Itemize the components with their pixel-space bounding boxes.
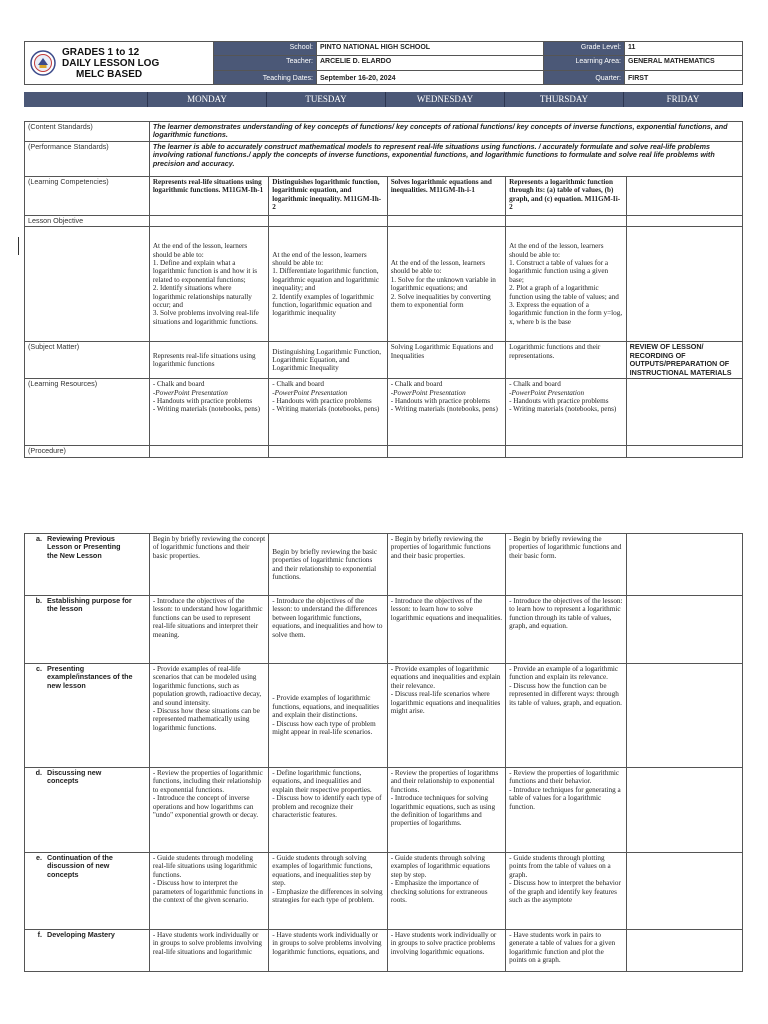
objective-wednesday: At the end of the lesson, learners should be able to: 1. Solve for the unknown variable in logarithmic equations; and 2. Solve inequalities by converting them to exponential form: [387, 227, 505, 342]
procedure-cell-tuesday: - Define logarithmic functions, equations, and inequalities and explain their respective properties. - Discuss how to identify each type of problem and recognize their characteristic features.: [269, 768, 387, 853]
text-cursor: [18, 237, 19, 255]
procedure-cell-tuesday: Begin by briefly reviewing the basic properties of logarithmic functions and their relationship to exponential functions.: [269, 534, 387, 596]
procedure-cell-friday: [626, 930, 742, 972]
quarter-value: FIRST: [625, 70, 743, 84]
resources-thursday-rest: - Handouts with practice problems - Writing materials (notebooks, pens): [509, 397, 617, 414]
procedure-letter: f.: [37, 930, 42, 939]
teaching-dates-value: September 16-20, 2024: [317, 70, 544, 84]
deped-seal-icon: [30, 50, 56, 76]
procedures-table: [24, 533, 743, 972]
resources-tuesday-chalk: - Chalk and board: [272, 380, 324, 389]
content-standards-text: The learner demonstrates understanding of key concepts of functions/ key concepts of rational functions/ key concepts of inverse functions, exponential functions, and logarithmic functions.: [149, 122, 742, 142]
resources-tuesday-rest: - Handouts with practice problems - Writing materials (notebooks, pens): [272, 397, 380, 414]
procedure-cell-thursday: - Provide an example of a logarithmic function and explain its relevance. - Discuss how the function can be represented in different ways: through its table of values, graph, and equation.: [506, 664, 627, 768]
resources-monday: [149, 379, 268, 446]
procedure-title: Establishing purpose for the lesson: [47, 596, 132, 614]
objective-monday: At the end of the lesson, learners should be able to: 1. Define and explain what a logarithmic function is and how it is related to exponential functions; 2. Identify situations where logarithmic relationships naturally occur; and 3. Solve problems involving real-life situations and logarithmic functions.: [149, 227, 268, 342]
standards-table: [24, 121, 743, 458]
resources-friday: [626, 379, 742, 446]
resources-wednesday-ppt: -PowerPoint Presentation: [390, 388, 466, 397]
objective-header-friday: [626, 215, 742, 226]
resources-tuesday: [269, 379, 387, 446]
procedure-tuesday: [269, 446, 387, 457]
objective-blank-label: [25, 227, 150, 342]
procedure-cell-wednesday: - Introduce the objectives of the lesson: to learn how to solve logarithmic equations and inequalities.: [387, 596, 505, 664]
resources-thursday: [506, 379, 627, 446]
procedure-cell-wednesday: - Provide examples of logarithmic equations and inequalities and explain their relevance. - Discuss real-life scenarios where logarithmic equations and inequalities might arise.: [387, 664, 505, 768]
procedure-title: Discussing new concepts: [47, 768, 102, 786]
subject-wednesday: Solving Logarithmic Equations and Inequalities: [387, 342, 505, 379]
resources-monday-ppt: -PowerPoint Presentation: [152, 388, 228, 397]
procedure-cell-tuesday: - Provide examples of logarithmic functions, equations, and inequalities and explain their distinctions. - Discuss how each type of problem might appear in real-life scenarios.: [269, 664, 387, 768]
title-line-3: MELC BASED: [76, 68, 143, 80]
learning-competencies-label: (Learning Competencies): [25, 176, 150, 215]
procedure-row: [25, 768, 743, 853]
quarter-label: Quarter:: [544, 70, 625, 84]
resources-thursday-ppt: -PowerPoint Presentation: [509, 388, 585, 397]
procedure-row-label: [25, 664, 150, 768]
procedure-cell-monday: - Guide students through modeling real-life situations using logarithmic functions. - Discuss how to interpret the parameters of logarithmic functions in the context of the given scenario.: [149, 853, 268, 930]
competency-tuesday: Distinguishes logarithmic function, logarithmic equation, and logarithmic inequality. M11GM-Ih-2: [269, 176, 387, 215]
procedure-row-label: [25, 930, 150, 972]
day-monday: MONDAY: [148, 92, 267, 107]
procedure-letter: b.: [35, 596, 42, 605]
procedure-cell-monday: - Provide examples of real-life scenarios that can be modeled using logarithmic functions, such as population growth, radioactive decay, and sound intensity. - Discuss how these situations can be represented mathematically using logarithmic functions.: [149, 664, 268, 768]
procedure-wednesday: [387, 446, 505, 457]
learning-area-label: Learning Area:: [544, 56, 625, 70]
procedure-row-label: [25, 596, 150, 664]
procedure-cell-friday: [626, 664, 742, 768]
procedure-row: [25, 534, 743, 596]
resources-monday-chalk: - Chalk and board: [152, 380, 205, 389]
subject-tuesday: Distinguishing Logarithmic Function, Logarithmic Equation, and Logarithmic Inequality: [269, 342, 387, 379]
day-friday: FRIDAY: [624, 92, 743, 107]
procedure-cell-monday: Begin by briefly reviewing the concept of logarithmic functions and their basic properties.: [149, 534, 268, 596]
day-header-bar: [24, 92, 743, 107]
procedure-title: Continuation of the discussion of new concepts: [47, 853, 113, 879]
day-tuesday: TUESDAY: [267, 92, 386, 107]
grade-level-label: Grade Level:: [544, 42, 625, 56]
procedure-cell-friday: [626, 596, 742, 664]
resources-wednesday-chalk: - Chalk and board: [390, 380, 443, 389]
competency-wednesday: Solves logarithmic equations and inequalities. M11GM-Ih-i-1: [387, 176, 505, 215]
resources-thursday-chalk: - Chalk and board: [509, 380, 561, 389]
performance-standards-text: The learner is able to accurately construct mathematical models to represent real-life situations using functions. / accurately formulate and solve real-life problems involving rational functions./ apply the concepts of inverse functions, exponential functions, and logarithmic functions to formulate and solve real life problems with precision and accuracy.: [149, 141, 742, 176]
procedure-title: Developing Mastery: [47, 930, 115, 939]
objective-friday: [626, 227, 742, 342]
content-standards-label: (Content Standards): [25, 122, 150, 142]
procedure-thursday: [506, 446, 627, 457]
objective-header-tuesday: [269, 215, 387, 226]
competency-friday: [626, 176, 742, 215]
subject-matter-label: (Subject Matter): [25, 342, 150, 379]
procedure-cell-thursday: - Guide students through plotting points from the table of values on a graph. - Discuss how to interpret the behavior of the graph and identify key features such as the asymptote: [506, 853, 627, 930]
procedure-cell-thursday: - Begin by briefly reviewing the properties of logarithmic functions and their basic form.: [506, 534, 627, 596]
procedure-title: Presenting example/instances of the new lesson: [47, 664, 133, 690]
objective-header-monday: [149, 215, 268, 226]
objective-header-wednesday: [387, 215, 505, 226]
objective-thursday: At the end of the lesson, learners should be able to: 1. Construct a table of values for a logarithmic function using a given base; 2. Plot a graph of a logarithmic function using the table of values; and 3. Express the equation of a logarithmic function in the form y=log, x, where b is the base: [506, 227, 627, 342]
procedure-cell-tuesday: - Guide students through solving examples of logarithmic functions, equations, and inequalities step by step. - Emphasize the differences in solving strategies for each type of problem.: [269, 853, 387, 930]
procedure-monday: [149, 446, 268, 457]
procedure-cell-wednesday: - Review the properties of logarithms and their relationship to exponential functions. - Introduce techniques for solving logarithmic equations, such as using the definition of logarithms and properties of logarithms.: [387, 768, 505, 853]
title-line-2: DAILY LESSON LOG: [62, 57, 160, 69]
procedure-row: [25, 664, 743, 768]
header-logo-cell: [25, 42, 214, 85]
procedure-cell-monday: - Introduce the objectives of the lesson: to understand how logarithmic functions can be used to represent real-life situations and interpret their meaning.: [149, 596, 268, 664]
procedure-cell-wednesday: - Begin by briefly reviewing the properties of logarithmic functions and their basic properties.: [387, 534, 505, 596]
lesson-objective-label: Lesson Objective: [25, 215, 150, 226]
procedure-row: [25, 853, 743, 930]
procedure-row-label: [25, 534, 150, 596]
procedure-cell-thursday: - Have students work in pairs to generate a table of values for a given logarithmic function and plot the points on a graph.: [506, 930, 627, 972]
teaching-dates-label: Teaching Dates:: [214, 70, 317, 84]
resources-wednesday-rest: - Handouts with practice problems - Writing materials (notebooks, pens): [390, 397, 498, 414]
subject-friday: REVIEW OF LESSON/ RECORDING OF OUTPUTS/PREPARATION OF INSTRUCTIONAL MATERIALS: [626, 342, 742, 379]
procedure-row: [25, 596, 743, 664]
day-thursday: THURSDAY: [505, 92, 624, 107]
procedure-cell-friday: [626, 853, 742, 930]
school-value: PINTO NATIONAL HIGH SCHOOL: [317, 42, 544, 56]
procedure-cell-tuesday: - Have students work individually or in groups to solve problems involving logarithmic functions, equations, and: [269, 930, 387, 972]
procedure-cell-wednesday: - Have students work individually or in groups to solve practice problems involving logarithmic equations.: [387, 930, 505, 972]
procedure-cell-tuesday: - Introduce the objectives of the lesson: to understand the differences between logarithmic functions, equations, and inequalities and how to solve them.: [269, 596, 387, 664]
procedure-letter: d.: [35, 768, 42, 777]
procedure-row-label: [25, 853, 150, 930]
procedure-cell-wednesday: - Guide students through solving examples of logarithmic equations step by step. - Emphasize the importance of checking solutions for extraneous roots.: [387, 853, 505, 930]
procedure-cell-monday: - Have students work individually or in groups to solve problems involving real-life situations and logarithmic: [149, 930, 268, 972]
procedure-label: (Procedure): [25, 446, 150, 457]
procedure-cell-friday: [626, 768, 742, 853]
resources-wednesday: [387, 379, 505, 446]
learning-resources-label: (Learning Resources): [25, 379, 150, 446]
procedure-letter: a.: [36, 534, 42, 543]
resources-monday-rest: - Handouts with practice problems - Writing materials (notebooks, pens): [152, 397, 260, 414]
objective-tuesday: At the end of the lesson, learners should be able to: 1. Differentiate logarithmic function, logarithmic equation and logarithmic inequality; and 2. Identify examples of logarithmic function, logarithmic equation and logarithmic inequality: [269, 227, 387, 342]
school-label: School:: [214, 42, 317, 56]
procedure-friday: [626, 446, 742, 457]
procedure-letter: c.: [36, 664, 42, 673]
day-wednesday: WEDNESDAY: [386, 92, 505, 107]
performance-standards-label: (Performance Standards): [25, 141, 150, 176]
procedure-cell-friday: [626, 534, 742, 596]
grade-level-value: 11: [625, 42, 743, 56]
learning-area-value: GENERAL MATHEMATICS: [625, 56, 743, 70]
subject-monday: Represents real-life situations using logarithmic functions: [149, 342, 268, 379]
procedure-row-label: [25, 768, 150, 853]
competency-monday: Represents real-life situations using logarithmic functions. M11GM-Ih-1: [149, 176, 268, 215]
subject-thursday: Logarithmic functions and their representations.: [506, 342, 627, 379]
procedure-row: [25, 930, 743, 972]
resources-tuesday-ppt: -PowerPoint Presentation: [272, 388, 348, 397]
procedure-letter: e.: [36, 853, 42, 862]
procedure-cell-thursday: - Review the properties of logarithmic functions and their behavior. - Introduce techniques for generating a table of values for a logarithmic function.: [506, 768, 627, 853]
day-header-blank: [24, 92, 148, 107]
procedure-cell-monday: - Review the properties of logarithmic functions, including their relationship to exponential functions. - Introduce the concept of inverse operations and how logarithms can "undo" exponential growth or decay.: [149, 768, 268, 853]
header-table: [24, 41, 743, 85]
teacher-label: Teacher:: [214, 56, 317, 70]
teacher-value: ARCELIE D. ELARDO: [317, 56, 544, 70]
competency-thursday: Represents a logarithmic function through its: (a) table of values, (b) graph, and (c) equation. M11GM-Ii-2: [506, 176, 627, 215]
objective-header-thursday: [506, 215, 627, 226]
title-line-1: GRADES 1 to 12: [62, 46, 140, 58]
procedure-title: Reviewing Previous Lesson or Presenting the New Lesson: [47, 534, 121, 560]
procedure-cell-thursday: - Introduce the objectives of the lesson: to learn how to represent a logarithmic function through its table of values, graph, and equation.: [506, 596, 627, 664]
